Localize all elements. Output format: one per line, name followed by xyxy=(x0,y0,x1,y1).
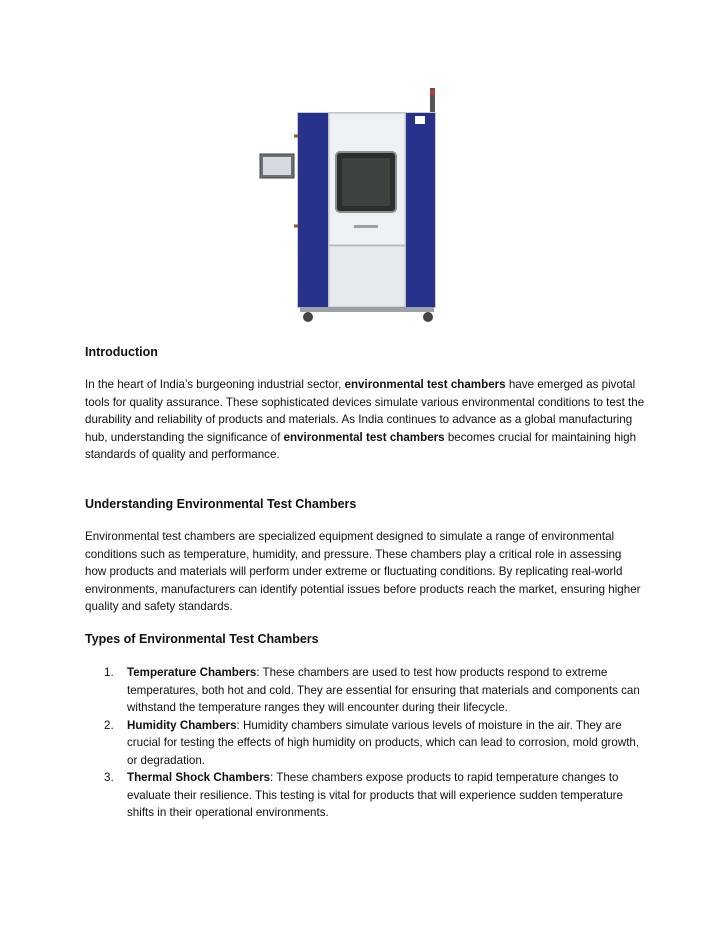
list-item xyxy=(104,717,644,770)
intro-bold-term: environmental test chambers xyxy=(344,378,506,391)
list-number: 1. xyxy=(104,666,114,679)
list-item-text: : These chambers expose products to rapid temperature changes to evaluate their resilience. This testing is vital for products that will experience sudden temperature shifts in their operational environments. xyxy=(127,771,623,819)
intro-paragraph xyxy=(85,376,645,464)
list-item xyxy=(104,769,644,822)
intro-text: In the heart of India’s burgeoning industrial sector, xyxy=(85,378,345,391)
list-item-title: Temperature Chambers xyxy=(127,666,257,679)
types-list xyxy=(104,664,644,822)
types-heading: Types of Environmental Test Chambers xyxy=(85,632,319,646)
understanding-paragraph: Environmental test chambers are specialized equipment designed to simulate a range of environmental conditions such as temperature, humidity, and pressure. These chambers play a critical role in assessing how products and materials will perform under extreme or fluctuating conditions. By replicating real-world environments, manufacturers can identify potential issues before products reach the market, ensuring higher quality and safety standards. xyxy=(85,530,641,613)
list-number: 3. xyxy=(104,771,114,784)
list-item-text: : Humidity chambers simulate various levels of moisture in the air. They are crucial for testing the effects of high humidity on products, which can lead to corrosion, mold growth, or degradation. xyxy=(127,718,640,767)
intro-text: becomes crucial for maintaining high standards of quality and performance. xyxy=(85,430,637,461)
list-item xyxy=(104,664,644,717)
intro-heading: Introduction xyxy=(85,345,158,359)
intro-bold-term: environmental test chambers xyxy=(283,430,445,444)
list-number: 2. xyxy=(104,718,114,732)
list-item-text: : These chambers are used to test how products respond to extreme temperatures, both hot and cold. They are essential for ensuring that materials and components can withstand the temperature ranges they will encounter during their lifecycle. xyxy=(127,666,640,714)
list-item-title: Thermal Shock Chambers xyxy=(127,771,271,784)
test-chamber-image xyxy=(250,88,450,328)
intro-text: have emerged as pivotal tools for quality assurance. These sophisticated devices simulate various environmental conditions to test the durability and reliability of products and materials. As India continues to advance as a global manufacturing hub, understanding the significance of xyxy=(85,378,645,444)
list-item-title: Humidity Chambers xyxy=(127,718,237,732)
understanding-heading: Understanding Environmental Test Chambers xyxy=(85,497,357,511)
